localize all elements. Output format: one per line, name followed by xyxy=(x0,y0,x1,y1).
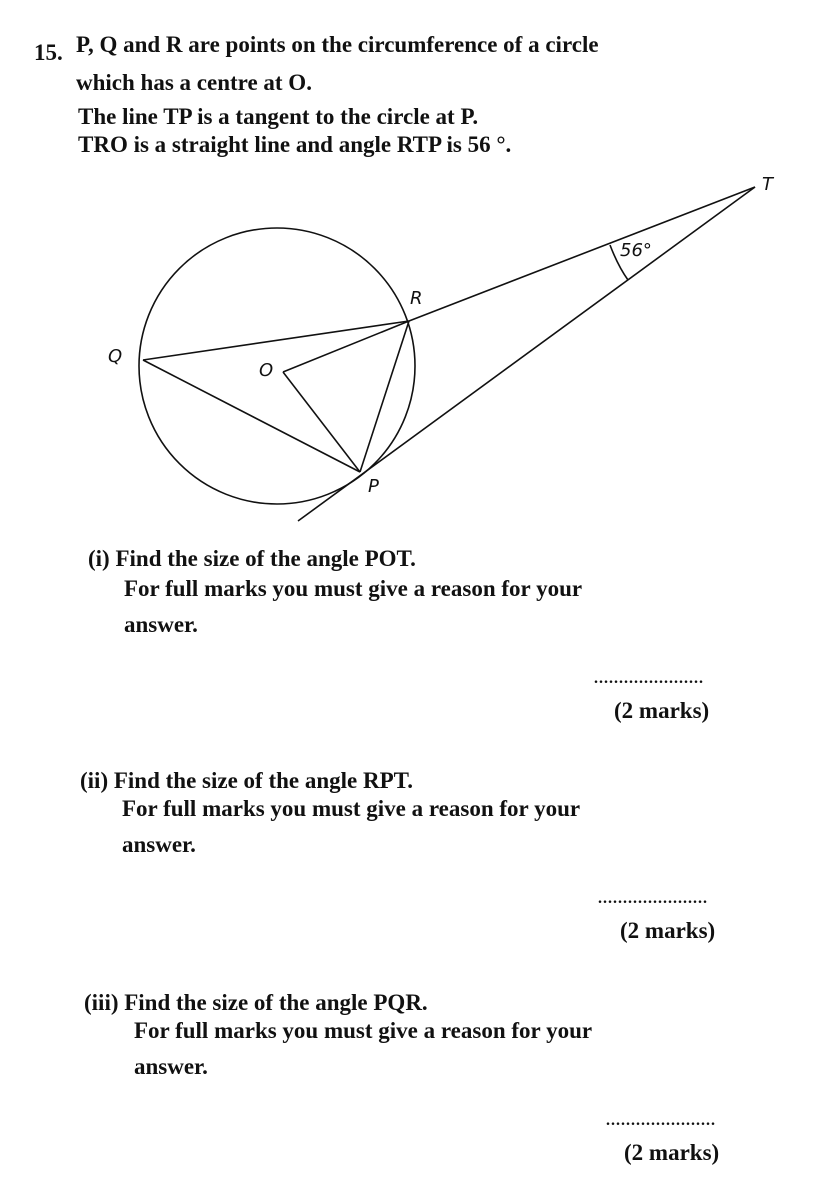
question-number: 15. xyxy=(34,40,63,65)
part-2-line3: answer. xyxy=(122,832,196,857)
chord-qp xyxy=(143,360,360,472)
label-o: O xyxy=(259,360,274,381)
tangent-line-tp xyxy=(298,187,755,521)
part-1-line2: For full marks you must give a reason for your xyxy=(124,576,583,601)
circle-tangent-diagram xyxy=(0,0,824,540)
intro-line-4: TRO is a straight line and angle RTP is 56 °. xyxy=(78,132,512,157)
part-2-answer-line[interactable]: ...................... xyxy=(598,890,708,907)
radius-op xyxy=(283,372,360,472)
part-1-line3: answer. xyxy=(124,612,198,637)
circle xyxy=(139,228,415,504)
label-t: T xyxy=(762,174,773,195)
intro-line-3: The line TP is a tangent to the circle at P. xyxy=(78,104,479,129)
label-angle-56: 56° xyxy=(620,240,652,261)
part-3-line3: answer. xyxy=(134,1054,208,1079)
intro-line-2: which has a centre at O. xyxy=(76,70,312,95)
part-1-marks: (2 marks) xyxy=(614,698,710,723)
label-p: P xyxy=(368,476,379,497)
line-ro xyxy=(283,321,409,372)
part-1-answer-line[interactable]: ...................... xyxy=(594,670,704,687)
line-tr xyxy=(409,187,755,321)
part-1-title: (i) Find the size of the angle POT. xyxy=(88,546,416,571)
chord-rp xyxy=(360,321,409,472)
intro-line-1: P, Q and R are points on the circumference of a circle xyxy=(76,32,599,57)
part-3-title: (iii) Find the size of the angle PQR. xyxy=(84,990,428,1015)
part-3-line2: For full marks you must give a reason for your xyxy=(134,1018,593,1043)
part-2-line2: For full marks you must give a reason for your xyxy=(122,796,581,821)
part-2-title: (ii) Find the size of the angle RPT. xyxy=(80,768,414,793)
part-3-answer-line[interactable]: ...................... xyxy=(606,1112,716,1129)
part-3-marks: (2 marks) xyxy=(624,1140,720,1165)
label-q: Q xyxy=(108,346,123,367)
part-2-marks: (2 marks) xyxy=(620,918,716,943)
chord-qr xyxy=(143,321,409,360)
label-r: R xyxy=(410,288,423,309)
